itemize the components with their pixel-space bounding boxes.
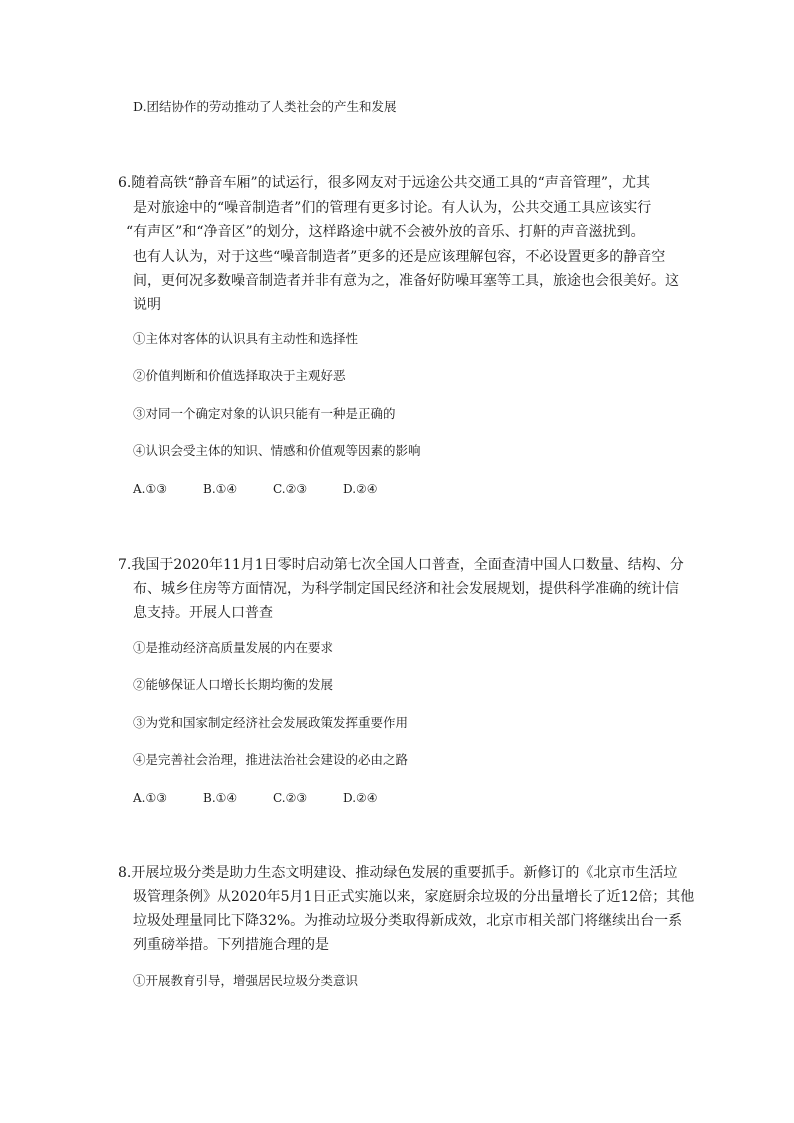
q7-statement-1: ①是推动经济高质量发展的内在要求	[133, 640, 334, 655]
q8-stem-line: 圾管理条例》从2020年5月1日正式实施以来，家庭厨余垃圾的分出量增长了近12倍；其他	[133, 889, 695, 905]
q6-choice-b: B.①④	[203, 482, 238, 496]
q6-stem-line: 说明	[133, 297, 161, 313]
q6-choice-c: C.②③	[273, 482, 308, 496]
q6-stem-line: 间，更何况多数噪音制造者并非有意为之，准备好防噪耳塞等工具，旅途也会很美好。这	[133, 273, 679, 289]
q7-stem-line: 布、城乡住房等方面情况，为科学制定国民经济和社会发展规划，提供科学准确的统计信	[133, 581, 679, 597]
q7-stem-line: 息支持。开展人口普查	[133, 605, 273, 621]
q7-stem-line: 7.我国于2020年11月1日零时启动第七次全国人口普查，全面查清中国人口数量、结构、分	[118, 557, 684, 573]
q7-choice-c: C.②③	[273, 791, 308, 805]
q8-stem-line: 列重磅举措。下列措施合理的是	[133, 937, 329, 953]
q6-stem-line: 也有人认为，对于这些“噪音制造者”更多的还是应该理解包容，不必设置更多的静音空	[133, 249, 666, 265]
q8-stem-line: 8.开展垃圾分类是助力生态文明建设、推动绿色发展的重要抓手。新修订的《北京市生活垃	[118, 865, 678, 881]
q8-stem-line: 垃圾处理量同比下降32%。为推动垃圾分类取得新成效，北京市相关部门将继续出台一系	[133, 913, 683, 929]
q6-statement-1: ①主体对客体的认识具有主动性和选择性	[133, 331, 359, 346]
q8-statement-1: ①开展教育引导，增强居民垃圾分类意识	[133, 973, 359, 988]
q6-choice-d: D.②④	[343, 482, 378, 496]
q7-choice-d: D.②④	[343, 791, 378, 805]
q7-statement-3: ③为党和国家制定经济社会发展政策发挥重要作用	[133, 715, 409, 730]
q6-statement-3: ③对同一个确定对象的认识只能有一种是正确的	[133, 406, 396, 421]
q6-stem-line: 是对旅途中的“噪音制造者”们的管理有更多讨论。有人认为，公共交通工具应该实行	[133, 200, 652, 216]
q6-stem-line: 6.随着高铁“静音车厢”的试运行，很多网友对于远途公共交通工具的“声音管理”，尤其	[118, 175, 650, 191]
q7-statement-4: ④是完善社会治理，推进法治社会建设的必由之路	[133, 752, 409, 767]
q7-choice-b: B.①④	[203, 791, 238, 805]
q6-choice-a: A.①③	[133, 482, 167, 496]
q6-stem-line: “有声区”和“净音区”的划分，这样路途中就不会被外放的音乐、打鼾的声音滋扰到。	[126, 224, 645, 240]
q7-statement-2: ②能够保证人口增长长期均衡的发展	[133, 677, 334, 692]
q6-statement-4: ④认识会受主体的知识、情感和价值观等因素的影响	[133, 443, 421, 458]
q6-statement-2: ②价值判断和价值选择取决于主观好恶	[133, 368, 346, 383]
q7-choice-a: A.①③	[133, 791, 167, 805]
prev-option-d: D.团结协作的劳动推动了人类社会的产生和发展	[133, 99, 397, 114]
